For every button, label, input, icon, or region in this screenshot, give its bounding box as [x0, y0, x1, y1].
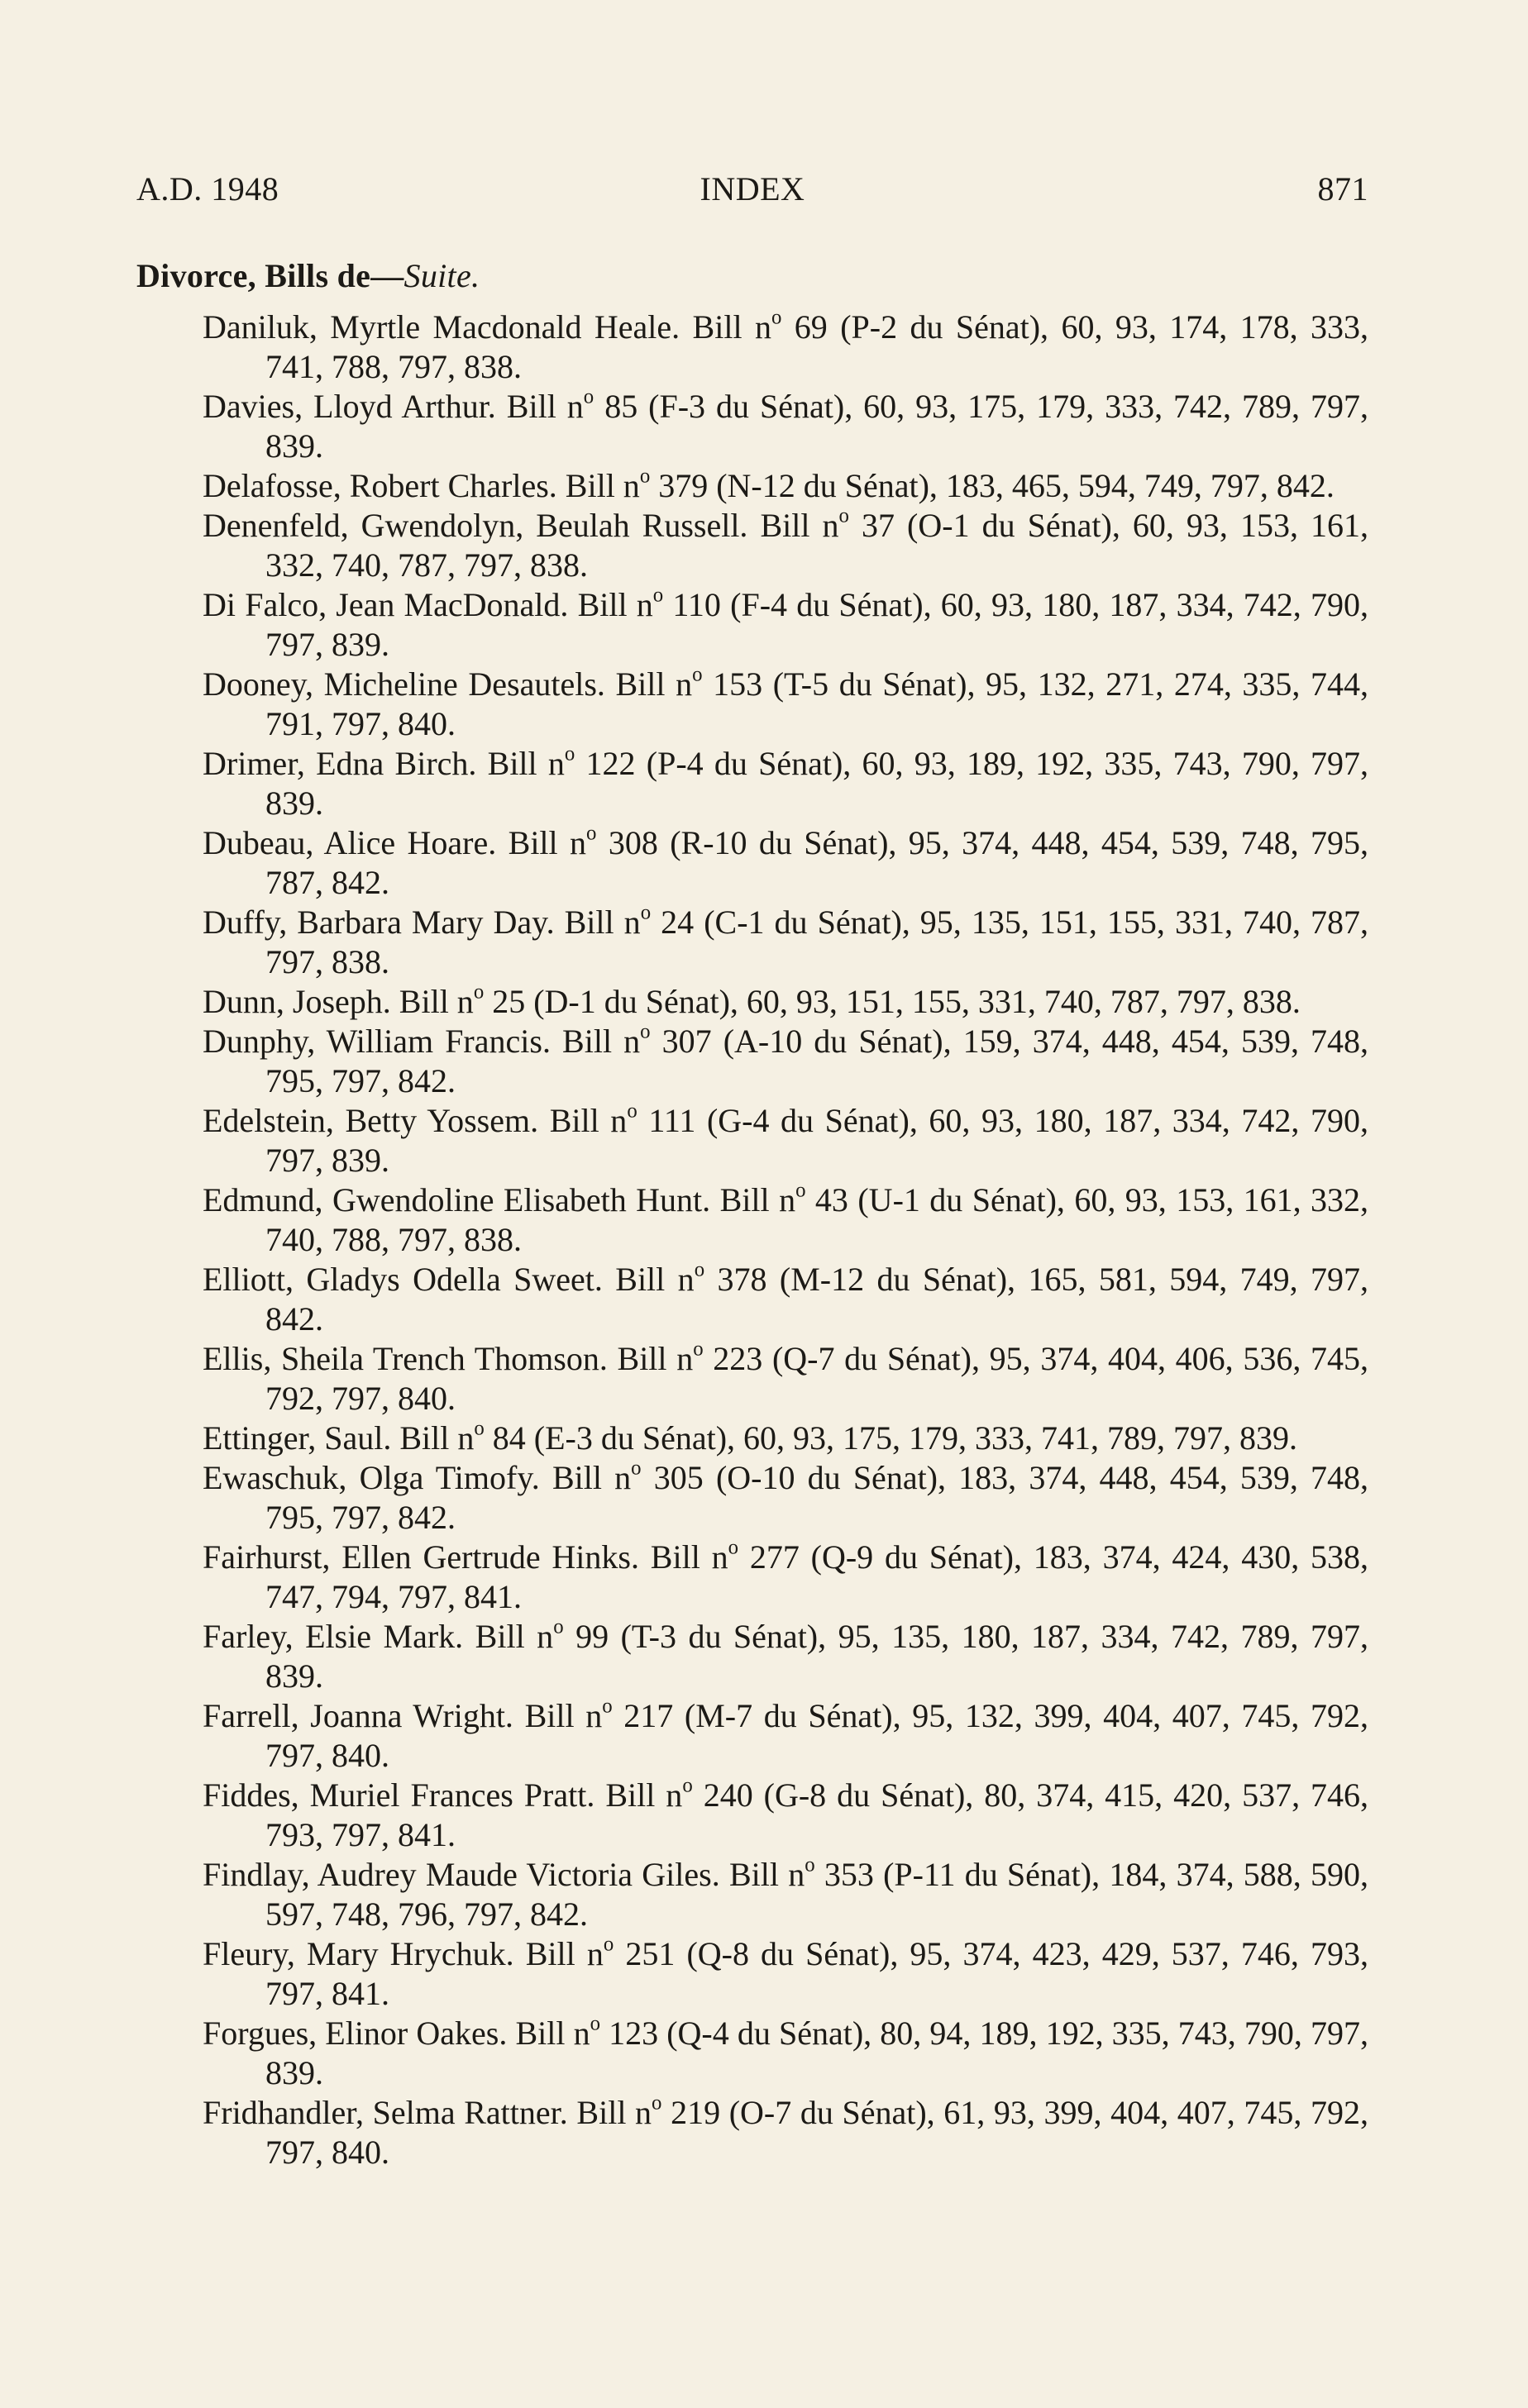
entry-bill-number: 123	[609, 2015, 659, 2052]
entry-bill-label: Bill n	[605, 1776, 683, 1814]
index-entry	[203, 308, 1368, 387]
entry-bill-label: Bill n	[564, 904, 641, 941]
entry-bill-superscript: o	[795, 1179, 806, 1202]
entry-bill-superscript: o	[473, 980, 485, 1004]
index-entry	[203, 1022, 1368, 1101]
entry-name: Edmund, Gwendoline Elisabeth Hunt.	[203, 1181, 711, 1218]
entry-references: (F-4 du Sénat), 60, 93, 180, 187, 334, 742, 790, 797, 839.	[265, 586, 1368, 663]
entry-name: Fleury, Mary Hrychuk.	[203, 1935, 514, 1972]
entry-bill-label: Bill n	[576, 2094, 652, 2131]
header-page-number: 871	[1317, 170, 1368, 207]
section-heading	[136, 256, 480, 295]
entry-bill-number: 308	[608, 824, 658, 861]
entry-bill-number: 85	[604, 388, 638, 425]
entry-bill-superscript: o	[602, 1695, 613, 1718]
entry-bill-number: 305	[653, 1459, 704, 1496]
entry-bill-label: Bill n	[515, 2015, 590, 2052]
entry-bill-superscript: o	[627, 1099, 637, 1123]
entry-bill-number: 379	[658, 467, 709, 504]
index-entry	[203, 903, 1368, 982]
entry-references: (G-4 du Sénat), 60, 93, 180, 187, 334, 742, 790, 797, 839.	[265, 1102, 1368, 1179]
entry-bill-number: 24	[661, 904, 695, 941]
entry-bill-number: 84	[492, 1419, 526, 1457]
entry-bill-label: Bill n	[506, 388, 584, 425]
entry-references: (Q-4 du Sénat), 80, 94, 189, 192, 335, 743, 790, 797, 839.	[265, 2015, 1369, 2091]
index-entry	[203, 1617, 1368, 1696]
entry-bill-number: 378	[717, 1261, 767, 1298]
entry-name: Ewaschuk, Olga Timofy.	[203, 1459, 540, 1496]
entry-name: Denenfeld, Gwendolyn, Beulah Russell.	[203, 507, 748, 544]
entry-bill-number: 122	[585, 745, 636, 782]
entry-references: (Q-9 du Sénat), 183, 374, 424, 430, 538, 747, 794, 797, 841.	[265, 1538, 1369, 1615]
entry-name: Farrell, Joanna Wright.	[203, 1697, 513, 1734]
entry-references: (P-2 du Sénat), 60, 93, 174, 178, 333, 741, 788, 797, 838.	[265, 308, 1369, 385]
entry-bill-label: Bill n	[617, 1340, 694, 1377]
entry-bill-superscript: o	[564, 742, 575, 765]
entry-name: Ellis, Sheila Trench Thomson.	[203, 1340, 608, 1377]
entry-bill-superscript: o	[694, 1258, 705, 1281]
entry-bill-superscript: o	[838, 504, 849, 527]
entry-bill-number: 307	[661, 1023, 712, 1060]
entry-references: (E-3 du Sénat), 60, 93, 175, 179, 333, 741, 789, 797, 839.	[533, 1419, 1298, 1457]
entry-references: (U-1 du Sénat), 60, 93, 153, 161, 332, 740, 788, 797, 838.	[265, 1181, 1369, 1258]
entry-bill-superscript: o	[771, 306, 782, 329]
entry-name: Farley, Elsie Mark.	[203, 1618, 464, 1655]
entry-bill-label: Bill n	[487, 745, 565, 782]
entry-references: (P-4 du Sénat), 60, 93, 189, 192, 335, 743, 790, 797, 839.	[265, 745, 1369, 822]
entry-bill-superscript: o	[640, 901, 652, 924]
entry-bill-label: Bill n	[728, 1856, 805, 1893]
index-entry	[203, 1260, 1368, 1339]
entry-bill-superscript: o	[640, 1020, 651, 1043]
index-entry	[203, 1776, 1368, 1855]
entry-bill-superscript: o	[728, 1536, 739, 1559]
entry-references: (O-10 du Sénat), 183, 374, 448, 454, 539, 748, 795, 797, 842.	[265, 1459, 1369, 1536]
entry-bill-label: Bill n	[525, 1935, 604, 1972]
index-entry	[203, 744, 1368, 823]
index-entry	[203, 585, 1368, 665]
entry-references: (M-7 du Sénat), 95, 132, 399, 404, 407, 745, 792, 797, 840.	[265, 1697, 1369, 1774]
entry-bill-number: 99	[575, 1618, 609, 1655]
index-entries	[203, 308, 1368, 2172]
entry-bill-superscript: o	[692, 663, 703, 686]
entry-name: Duffy, Barbara Mary Day.	[203, 904, 555, 941]
entry-references: (F-3 du Sénat), 60, 93, 175, 179, 333, 742, 789, 797, 839.	[265, 388, 1369, 465]
entry-references: (O-7 du Sénat), 61, 93, 399, 404, 407, 745, 792, 797, 840.	[265, 2094, 1369, 2171]
entry-bill-superscript: o	[586, 822, 597, 845]
index-entry	[203, 1419, 1368, 1458]
entry-name: Forgues, Elinor Oakes.	[203, 2015, 508, 2052]
section-suite: Suite.	[403, 257, 480, 294]
entry-bill-label: Bill n	[399, 1419, 475, 1457]
entry-references: (T-5 du Sénat), 95, 132, 271, 274, 335, 744, 791, 797, 840.	[265, 665, 1369, 742]
entry-bill-number: 25	[492, 983, 526, 1020]
entry-references: (P-11 du Sénat), 184, 374, 588, 590, 597, 748, 796, 797, 842.	[265, 1856, 1369, 1933]
index-entry	[203, 1696, 1368, 1776]
entry-name: Davies, Lloyd Arthur.	[203, 388, 496, 425]
header-title: INDEX	[700, 170, 805, 207]
entry-bill-number: 43	[814, 1181, 848, 1218]
entry-bill-number: 110	[672, 586, 721, 623]
entry-name: Delafosse, Robert Charles.	[203, 467, 557, 504]
entry-bill-number: 277	[749, 1538, 800, 1576]
index-entry	[203, 387, 1368, 466]
entry-bill-number: 217	[623, 1697, 674, 1734]
entry-bill-superscript: o	[590, 2012, 600, 2035]
entry-bill-label: Bill n	[650, 1538, 728, 1576]
entry-bill-superscript: o	[639, 465, 651, 488]
index-entry	[203, 1458, 1368, 1538]
index-entry	[203, 2014, 1368, 2093]
index-entry	[203, 982, 1368, 1022]
index-entry	[203, 466, 1368, 506]
entry-name: Dunphy, William Francis.	[203, 1023, 551, 1060]
entry-bill-number: 251	[625, 1935, 676, 1972]
entry-references: (N-12 du Sénat), 183, 465, 594, 749, 797, 842.	[716, 467, 1335, 504]
index-entry	[203, 823, 1368, 903]
index-entry	[203, 1934, 1368, 2014]
entry-bill-superscript: o	[631, 1457, 642, 1480]
entry-bill-label: Bill n	[615, 665, 693, 703]
entry-references: (D-1 du Sénat), 60, 93, 151, 155, 331, 740, 787, 797, 838.	[533, 983, 1301, 1020]
entry-name: Fairhurst, Ellen Gertrude Hinks.	[203, 1538, 639, 1576]
entry-bill-number: 69	[794, 308, 828, 346]
entry-name: Findlay, Audrey Maude Victoria Giles.	[203, 1856, 720, 1893]
section-title: Divorce, Bills de—	[136, 257, 404, 294]
index-entry	[203, 1101, 1368, 1180]
header-year: A.D. 1948	[136, 170, 279, 207]
entry-bill-label: Bill n	[719, 1181, 796, 1218]
entry-references: (Q-7 du Sénat), 95, 374, 404, 406, 536, 745, 792, 797, 840.	[265, 1340, 1369, 1417]
entry-bill-label: Bill n	[524, 1697, 603, 1734]
index-entry	[203, 506, 1368, 585]
entry-bill-superscript: o	[652, 2091, 662, 2115]
entry-bill-label: Bill n	[760, 507, 839, 544]
entry-bill-label: Bill n	[615, 1261, 695, 1298]
entry-bill-label: Bill n	[549, 1102, 628, 1139]
entry-name: Di Falco, Jean MacDonald.	[203, 586, 569, 623]
index-entry	[203, 1180, 1368, 1260]
entry-bill-label: Bill n	[562, 1023, 641, 1060]
entry-bill-label: Bill n	[577, 586, 653, 623]
entry-bill-number: 223	[713, 1340, 763, 1377]
entry-bill-superscript: o	[682, 1774, 693, 1797]
entry-references: (C-1 du Sénat), 95, 135, 151, 155, 331, 740, 787, 797, 838.	[265, 904, 1369, 980]
entry-name: Drimer, Edna Birch.	[203, 745, 477, 782]
entry-bill-superscript: o	[805, 1853, 815, 1876]
entry-references: (T-3 du Sénat), 95, 135, 180, 187, 334, 742, 789, 797, 839.	[265, 1618, 1368, 1695]
entry-references: (Q-8 du Sénat), 95, 374, 423, 429, 537, 746, 793, 797, 841.	[265, 1935, 1368, 2012]
entry-references: (G-8 du Sénat), 80, 374, 415, 420, 537, 746, 793, 797, 841.	[265, 1776, 1369, 1853]
entry-name: Daniluk, Myrtle Macdonald Heale.	[203, 308, 680, 346]
index-entry	[203, 1339, 1368, 1419]
entry-bill-label: Bill n	[399, 983, 474, 1020]
entry-bill-number: 219	[671, 2094, 721, 2131]
entry-bill-number: 37	[862, 507, 895, 544]
entry-bill-number: 353	[824, 1856, 874, 1893]
entry-name: Fridhandler, Selma Rattner.	[203, 2094, 568, 2131]
entry-name: Elliott, Gladys Odella Sweet.	[203, 1261, 603, 1298]
entry-name: Dunn, Joseph.	[203, 983, 391, 1020]
entry-bill-superscript: o	[583, 385, 594, 408]
entry-bill-label: Bill n	[552, 1459, 632, 1496]
index-entry	[203, 1538, 1368, 1617]
entry-references: (A-10 du Sénat), 159, 374, 448, 454, 539, 748, 795, 797, 842.	[265, 1023, 1369, 1099]
index-entry	[203, 2093, 1368, 2172]
entry-bill-label: Bill n	[565, 467, 640, 504]
index-entry	[203, 665, 1368, 744]
entry-bill-number: 153	[713, 665, 763, 703]
entry-bill-label: Bill n	[692, 308, 771, 346]
entry-references: (R-10 du Sénat), 95, 374, 448, 454, 539, 748, 795, 787, 842.	[265, 824, 1369, 901]
entry-bill-superscript: o	[474, 1417, 485, 1440]
entry-name: Edelstein, Betty Yossem.	[203, 1102, 539, 1139]
entry-bill-number: 111	[648, 1102, 696, 1139]
entry-references: (M-12 du Sénat), 165, 581, 594, 749, 797, 842.	[265, 1261, 1368, 1338]
entry-name: Ettinger, Saul.	[203, 1419, 392, 1457]
entry-name: Fiddes, Muriel Frances Pratt.	[203, 1776, 595, 1814]
entry-bill-superscript: o	[603, 1933, 614, 1956]
entry-bill-number: 240	[703, 1776, 753, 1814]
entry-references: (O-1 du Sénat), 60, 93, 153, 161, 332, 740, 787, 797, 838.	[265, 507, 1368, 584]
entry-bill-label: Bill n	[475, 1618, 554, 1655]
entry-bill-label: Bill n	[508, 824, 587, 861]
entry-bill-superscript: o	[693, 1338, 704, 1361]
entry-name: Dubeau, Alice Hoare.	[203, 824, 497, 861]
page-header	[136, 169, 1368, 214]
entry-bill-superscript: o	[553, 1615, 564, 1638]
index-entry	[203, 1855, 1368, 1934]
entry-bill-superscript: o	[652, 584, 664, 607]
entry-name: Dooney, Micheline Desautels.	[203, 665, 605, 703]
